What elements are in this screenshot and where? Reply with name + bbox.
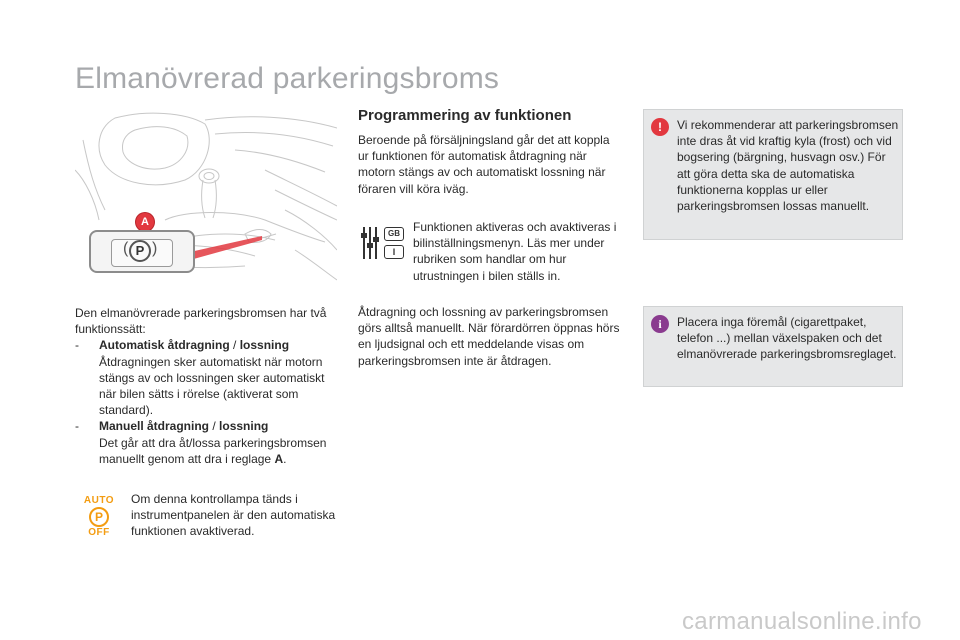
manual-paragraph: Åtdragning och lossning av parkeringsbromsen görs alltså manuellt. När förardörren öppnas hörs en ljudsignal och ett meddelande visas om parkeringsbromsen inte är åtdragen.	[358, 305, 620, 368]
mode-title-a: Manuell åtdragning	[99, 419, 210, 434]
mode-dash: -	[75, 419, 79, 434]
callout-pointer	[190, 228, 310, 278]
auto-off-icon-bottom: OFF	[88, 527, 110, 538]
mode-sep: /	[229, 338, 240, 353]
auto-off-icon-mid: P	[94, 510, 103, 524]
mode-title-b: lossning	[219, 419, 269, 434]
warning-box	[643, 109, 903, 240]
mode-desc-end: .	[283, 451, 287, 466]
parking-brake-icon	[129, 240, 151, 262]
mode-title-b: lossning	[239, 338, 290, 353]
info-icon	[651, 315, 669, 333]
auto-off-icon-top: AUTO	[83, 495, 115, 506]
settings-sliders-icon	[360, 223, 402, 263]
page-title: Elmanövrerad parkeringsbroms	[75, 62, 500, 95]
programming-heading: Programmering av funktionen	[358, 107, 572, 124]
modes-list	[75, 337, 343, 467]
info-text: Placera inga föremål (cigarettpaket, telefon ...) mellan växelspaken och det elmanövrerade parkeringsbromsreglaget.	[677, 315, 897, 362]
mode-desc	[99, 435, 343, 467]
switch-bracket-left: (	[123, 240, 129, 257]
footer-watermark: carmanualsonline.info	[682, 608, 922, 635]
auto-off-warning-icon	[81, 495, 117, 541]
auto-off-icon-p	[89, 507, 109, 527]
switch-symbol: P	[135, 243, 145, 258]
mode-desc-ref: A	[274, 451, 284, 466]
settings-text: Funktionen aktiveras och avaktiveras i bilinställningsmenyn. Läs mer under rubriken som handlar om hur utrustningen i bilen ställs in.	[413, 220, 617, 283]
mode-desc-text: Det går att dra åt/lossa parkeringsbromsen manuellt genom att dra i reglage	[99, 435, 330, 466]
mode-title-a: Automatisk åtdragning	[99, 338, 230, 353]
intro-section	[75, 305, 343, 467]
programming-paragraph: Beroende på försäljningsland går det att koppla ur funktionen för automatisk åtdragning när motorn stängs av och automatiskt lossning när föraren vill köra iväg.	[358, 133, 610, 196]
mode-sep: /	[209, 419, 220, 434]
intro-lead: Den elmanövrerade parkeringsbromsen har två funktionssätt:	[75, 306, 327, 337]
language-gb-badge: GB	[384, 227, 404, 241]
warning-icon-glyph: !	[658, 120, 662, 134]
mode-manual	[75, 418, 343, 467]
language-i-badge: I	[384, 245, 404, 259]
mode-dash: -	[75, 338, 79, 353]
info-icon-glyph: i	[658, 317, 662, 331]
parking-brake-switch	[89, 230, 195, 273]
mode-desc: Åtdragningen sker automatiskt när motorn stängs av och lossningen sker automatiskt när bilen sätts i rörelse (aktiverat som standard).	[99, 354, 325, 418]
auto-off-text: Om denna kontrollampa tänds i instrumentpanelen är den automatiska funktionen avaktiverad.	[131, 492, 336, 539]
callout-a-badge: A	[136, 213, 154, 231]
info-box	[643, 306, 903, 387]
mode-automatic	[75, 337, 343, 418]
warning-icon	[651, 118, 669, 136]
warning-text: Vi rekommenderar att parkeringsbromsen inte dras åt vid kraftig kyla (frost) och vid bogsering (bärgning, husvagn osv.) För att göra detta ska de automatiska funktionerna kopplas ur eller parkeringsbromsen lossas manuellt.	[677, 118, 899, 214]
switch-bracket-right: )	[152, 240, 158, 257]
